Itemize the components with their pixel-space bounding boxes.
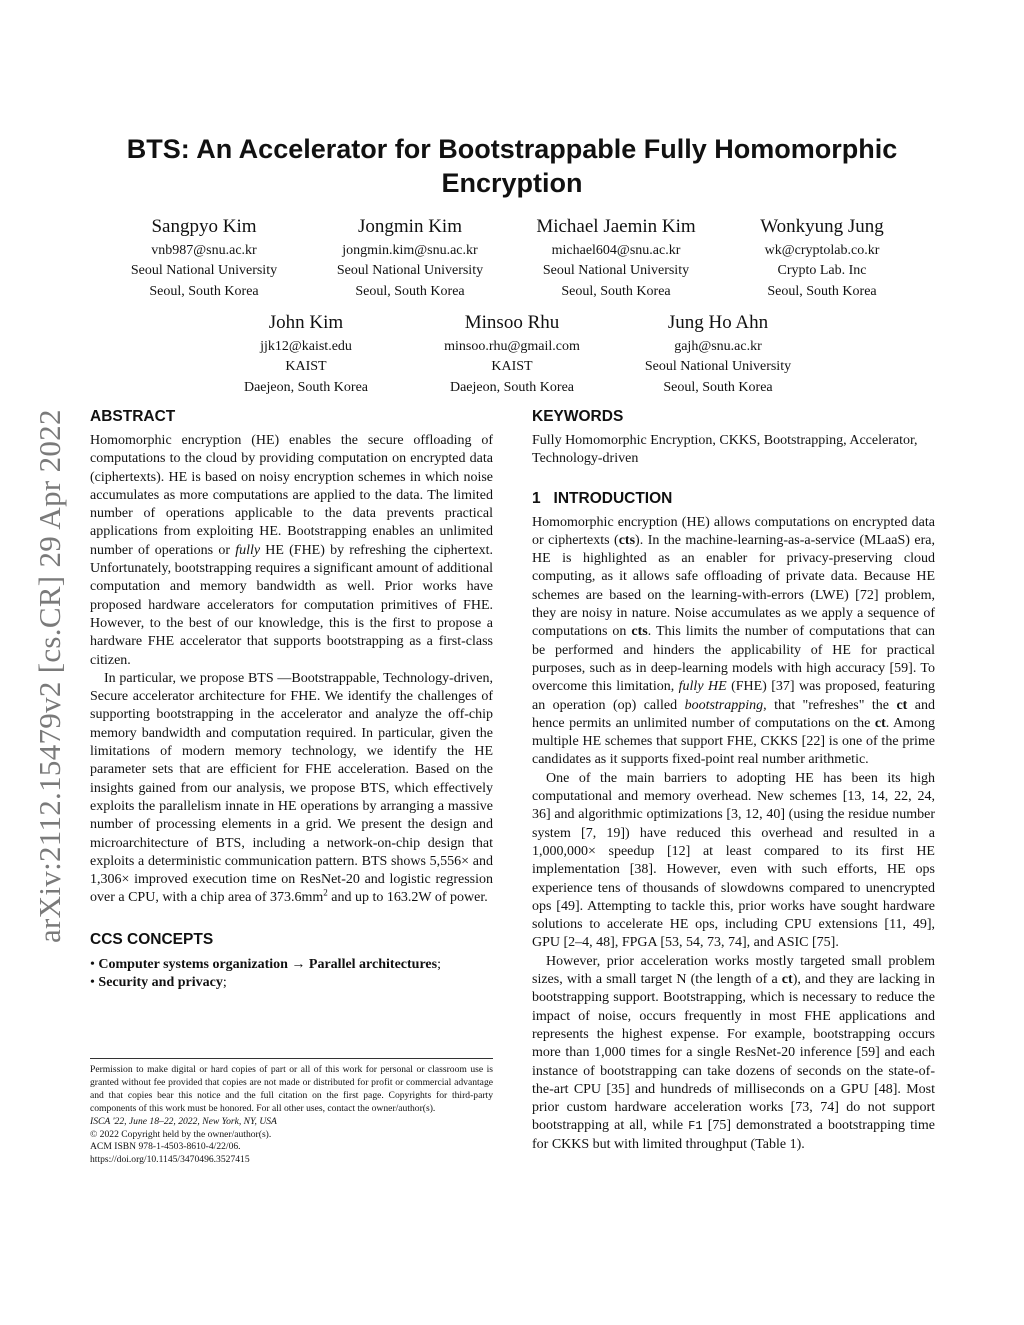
author-location: Seoul, South Korea bbox=[149, 283, 259, 299]
abstract-paragraph: In particular, we propose BTS —Bootstrappable, Technology-driven, Secure accelerator architecture for FHE. We identify the challenges of supporting bootstrapping in the accelerator and analyze the off-chip memory bandwidth and computation required. In particular, given the limitations of modern memory technology, we identify the HE parameter sets that are efficient for FHE acceleration. Based on the insights gained from our analysis, we propose BTS, which effectively exploits the parallelism innate in HE operations by arranging a massive number of processing elements in a grid. We present the design and microarchitecture of BTS, including a network-on-chip design that exploits a deterministic communication pattern. BTS shows 5,556× and 1,306× improved execution time on ResNet-20 and logistic regression over a CPU, with a chip area of $373.6mm^2$ and up to 163.2W of power. bbox=[90, 670, 493, 906]
author-block bbox=[412, 311, 612, 398]
right-column bbox=[532, 407, 935, 1154]
author-name: John Kim bbox=[268, 312, 344, 333]
author-affiliation: Seoul National University bbox=[542, 263, 690, 279]
ccs-item: • Security and privacy; bbox=[90, 975, 227, 991]
author-affiliation: Seoul National University bbox=[336, 263, 484, 279]
conference-venue: ISCA '22, June 18–22, 2022, New York, NY, USA bbox=[90, 1115, 277, 1127]
author-name: Minsoo Rhu bbox=[464, 312, 560, 333]
doi-link[interactable]: https://doi.org/10.1145/3470496.3527415 bbox=[90, 1154, 250, 1166]
author-email: jongmin.kim@snu.ac.kr bbox=[342, 243, 478, 258]
author-email: minsoo.rhu@gmail.com bbox=[444, 339, 580, 354]
author-name: Jongmin Kim bbox=[358, 216, 462, 237]
author-email: jjk12@kaist.edu bbox=[260, 339, 352, 354]
intro-paragraph: One of the main barriers to adopting HE has been its high computational and memory overhead. New schemes [13, 14, 22, 24, 36] and algorithmic optimizations [3, 12, 40] (using the residue number system [7, 19]) have reduced this overhead and resulted in a 1,000,000× speedup [12] at least compared to its first HE implementation [38]. However, even with such efforts, HE ops experience tens of thousands of slowdowns compared to unencrypted ops [49]. Attempting to tackle this, prior works have sought hardware solutions to accelerate HE ops, including CPU extensions [11, 49], GPU [2–4, 48], FPGA [53, 54, 73, 74], and ASIC [75]. bbox=[532, 770, 935, 951]
paper-title: BTS: An Accelerator for Bootstrappable Fully Homomorphic Encryption bbox=[126, 134, 898, 198]
author-email: michael604@snu.ac.kr bbox=[551, 243, 681, 258]
author-block bbox=[722, 215, 922, 302]
author-location: Seoul, South Korea bbox=[663, 379, 773, 395]
permission-text: Permission to make digital or hard copies of part or all of this work for personal or classroom use is granted without fee provided that copies are not made or distributed for profit or commercial advantage and that copies bear this notice and the full citation on the first page. Copyrights for third-party components of this work must be honored. For all other uses, contact the owner/author(s). bbox=[90, 1064, 493, 1114]
isbn-line: ACM ISBN 978-1-4503-8610-4/22/06. bbox=[90, 1141, 241, 1153]
intro-paragraph: However, prior acceleration works mostly targeted small problem sizes, with a small target N (the length of a ct), and they are lacking in bootstrapping support. Bootstrapping, which is necessary to reduce the impact of noise, occurs frequently in most FHE applications and represents the highest expense. For example, bootstrapping occurs more than 1,000 times for a single ResNet-20 inference [59] and each instance of bootstrapping can take dozens of seconds on the state-of-the-art CPU [35] and hundreds of milliseconds on a GPU [48]. Most prior custom hardware acceleration works [73, 74] do not support bootstrapping at all, while F1 [75] demonstrated a bootstrapping time for CKKS but with limited throughput (Table 1). bbox=[532, 953, 935, 1152]
author-affiliation: Seoul National University bbox=[644, 359, 792, 375]
author-block bbox=[310, 215, 510, 302]
author-block bbox=[516, 215, 716, 302]
author-name: Wonkyung Jung bbox=[760, 216, 884, 237]
author-affiliation: Seoul National University bbox=[130, 263, 278, 279]
author-location: Seoul, South Korea bbox=[561, 283, 671, 299]
arxiv-identifier: arXiv:2112.15479v2 [cs.CR] 29 Apr 2022 bbox=[32, 409, 67, 943]
keywords-text: Fully Homomorphic Encryption, CKKS, Bootstrapping, Accelerator, Technology-driven bbox=[532, 433, 918, 467]
author-email: wk@cryptolab.co.kr bbox=[764, 243, 880, 258]
copyright-line: © 2022 Copyright held by the owner/author(s). bbox=[90, 1128, 272, 1140]
ccs-heading: CCS CONCEPTS bbox=[90, 930, 214, 948]
author-block bbox=[206, 311, 406, 398]
author-email: vnb987@snu.ac.kr bbox=[151, 243, 257, 258]
author-name: Jung Ho Ahn bbox=[667, 312, 769, 333]
author-name: Michael Jaemin Kim bbox=[536, 216, 696, 237]
permission-footnote bbox=[90, 1058, 493, 1167]
author-location: Seoul, South Korea bbox=[355, 283, 465, 299]
abstract-paragraph: Homomorphic encryption (HE) enables the secure offloading of computations to the cloud by providing computation on encrypted data (ciphertexts). HE is based on noisy encryption schemes in which noise accumulates as more computations are applied to the data. The limited number of operations applicable to the data prevents practical applications from exploiting HE. Bootstrapping enables an unlimited number of operations or fully HE (FHE) by refreshing the ciphertext. Unfortunately, bootstrapping requires a significant amount of additional computation and memory bandwidth as well. Prior works have proposed hardware accelerators for computation primitives of FHE. However, to the best of our knowledge, this is the first to propose a hardware FHE accelerator that supports bootstrapping as a first-class citizen. bbox=[90, 433, 493, 668]
author-location: Daejeon, South Korea bbox=[243, 379, 369, 395]
intro-paragraph: Homomorphic encryption (HE) allows computations on encrypted data or ciphertexts (cts). In the machine-learning-as-a-service (MLaaS) era, HE is highlighted as an enabler for privacy-preserving cloud computing, as it allows safe offloading of private data. Because HE schemes are based on the learning-with-errors (LWE) [72] problem, they are noisy in nature. Noise accumulates as we apply a sequence of computations on cts. This limits the number of computations that can be performed and hinders the applicability of HE for practical purposes, such as in deep-learning models with high accuracy [59]. To overcome this limitation, fully HE (FHE) [37] was proposed, featuring an operation (op) called bootstrapping, that "refreshes" the ct and hence permits an unlimited number of computations on the ct. Among multiple HE schemes that support FHE, CKKS [22] is one of the prime candidates as it supports fixed-point real number arithmetic. bbox=[532, 514, 936, 768]
author-block bbox=[618, 311, 818, 398]
author-location: Seoul, South Korea bbox=[767, 283, 877, 299]
author-affiliation: KAIST bbox=[285, 359, 327, 375]
author-affiliation: KAIST bbox=[491, 359, 533, 375]
keywords-heading: KEYWORDS bbox=[532, 408, 624, 425]
introduction-heading: 1 INTRODUCTION bbox=[532, 489, 673, 507]
left-column bbox=[90, 407, 493, 992]
abstract-heading: ABSTRACT bbox=[90, 408, 176, 425]
author-affiliation: Crypto Lab. Inc bbox=[777, 263, 867, 279]
author-block bbox=[104, 215, 304, 302]
author-location: Daejeon, South Korea bbox=[449, 379, 575, 395]
ccs-item: • Computer systems organization → Parallel architectures; bbox=[90, 956, 441, 972]
author-name: Sangpyo Kim bbox=[151, 216, 257, 237]
author-email: gajh@snu.ac.kr bbox=[674, 339, 762, 354]
